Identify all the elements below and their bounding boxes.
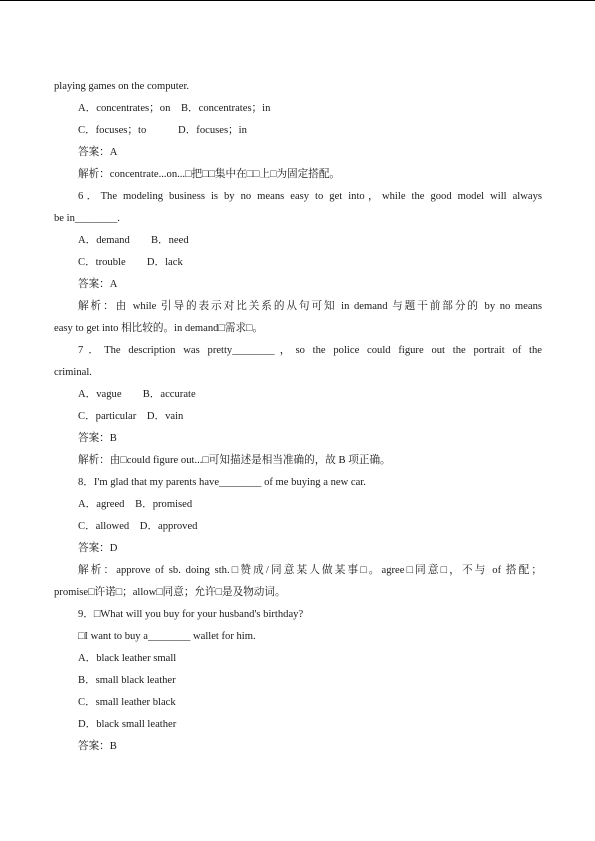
q7-stem-line2: criminal. [54, 367, 92, 378]
q6-options-cd: C．trouble D．lack [78, 257, 183, 268]
q5-answer: 答案：A [78, 147, 118, 158]
q6-explanation-line1: 解析：由 while 引导的表示对比关系的从句可知 in demand 与题干前部分的 by no means [78, 301, 542, 312]
q7-stem-line1: 7．The description was pretty________，so the police could figure out the portrait of the [78, 345, 542, 356]
q9-option-a: A．black leather small [78, 653, 177, 664]
q8-explanation-line1: 解析：approve of sb. doing sth.□赞成/同意某人做某事□。agree□同意□，不与 of 搭配； [78, 565, 542, 576]
q6-stem-line1: 6．The modeling business is by no means easy to get into，while the good model will always [78, 191, 542, 202]
q9-option-d: D．black small leather [78, 719, 177, 730]
q9-option-b: B．small black leather [78, 675, 176, 686]
text-line-continuation: playing games on the computer. [54, 81, 190, 92]
q8-options-ab: A．agreed B．promised [78, 499, 193, 510]
q9-answer: 答案：B [78, 741, 117, 752]
q7-options-cd: C．particular D．vain [78, 411, 184, 422]
q6-options-ab: A．demand B．need [78, 235, 189, 246]
q8-stem: 8．I'm glad that my parents have________ of me buying a new car. [78, 477, 366, 488]
q7-options-ab: A．vague B．accurate [78, 389, 196, 400]
q5-explanation: 解析：concentrate...on...□把□□集中在□□上□为固定搭配。 [78, 169, 341, 180]
q8-options-cd: C．allowed D．approved [78, 521, 198, 532]
q6-stem-line2: be in________. [54, 213, 120, 224]
q5-options-ab: A．concentrates；on B．concentrates；in [78, 103, 271, 114]
q6-explanation-line2: easy to get into 相比较的。in demand□需求□。 [54, 323, 264, 334]
q9-dialogue-line1: 9．□What will you buy for your husband's birthday? [78, 609, 304, 620]
q8-answer: 答案：D [78, 543, 118, 554]
q8-explanation-line2: promise□许诺□；allow□同意；允许□是及物动词。 [54, 587, 286, 598]
q9-dialogue-line2: □I want to buy a________ wallet for him. [78, 631, 256, 642]
q7-explanation: 解析：由□could figure out...□可知描述是相当准确的，故 B 项正确。 [78, 455, 391, 466]
q7-answer: 答案：B [78, 433, 117, 444]
q6-answer: 答案：A [78, 279, 118, 290]
q9-option-c: C．small leather black [78, 697, 176, 708]
q5-options-cd: C．focuses；to D．focuses；in [78, 125, 247, 136]
